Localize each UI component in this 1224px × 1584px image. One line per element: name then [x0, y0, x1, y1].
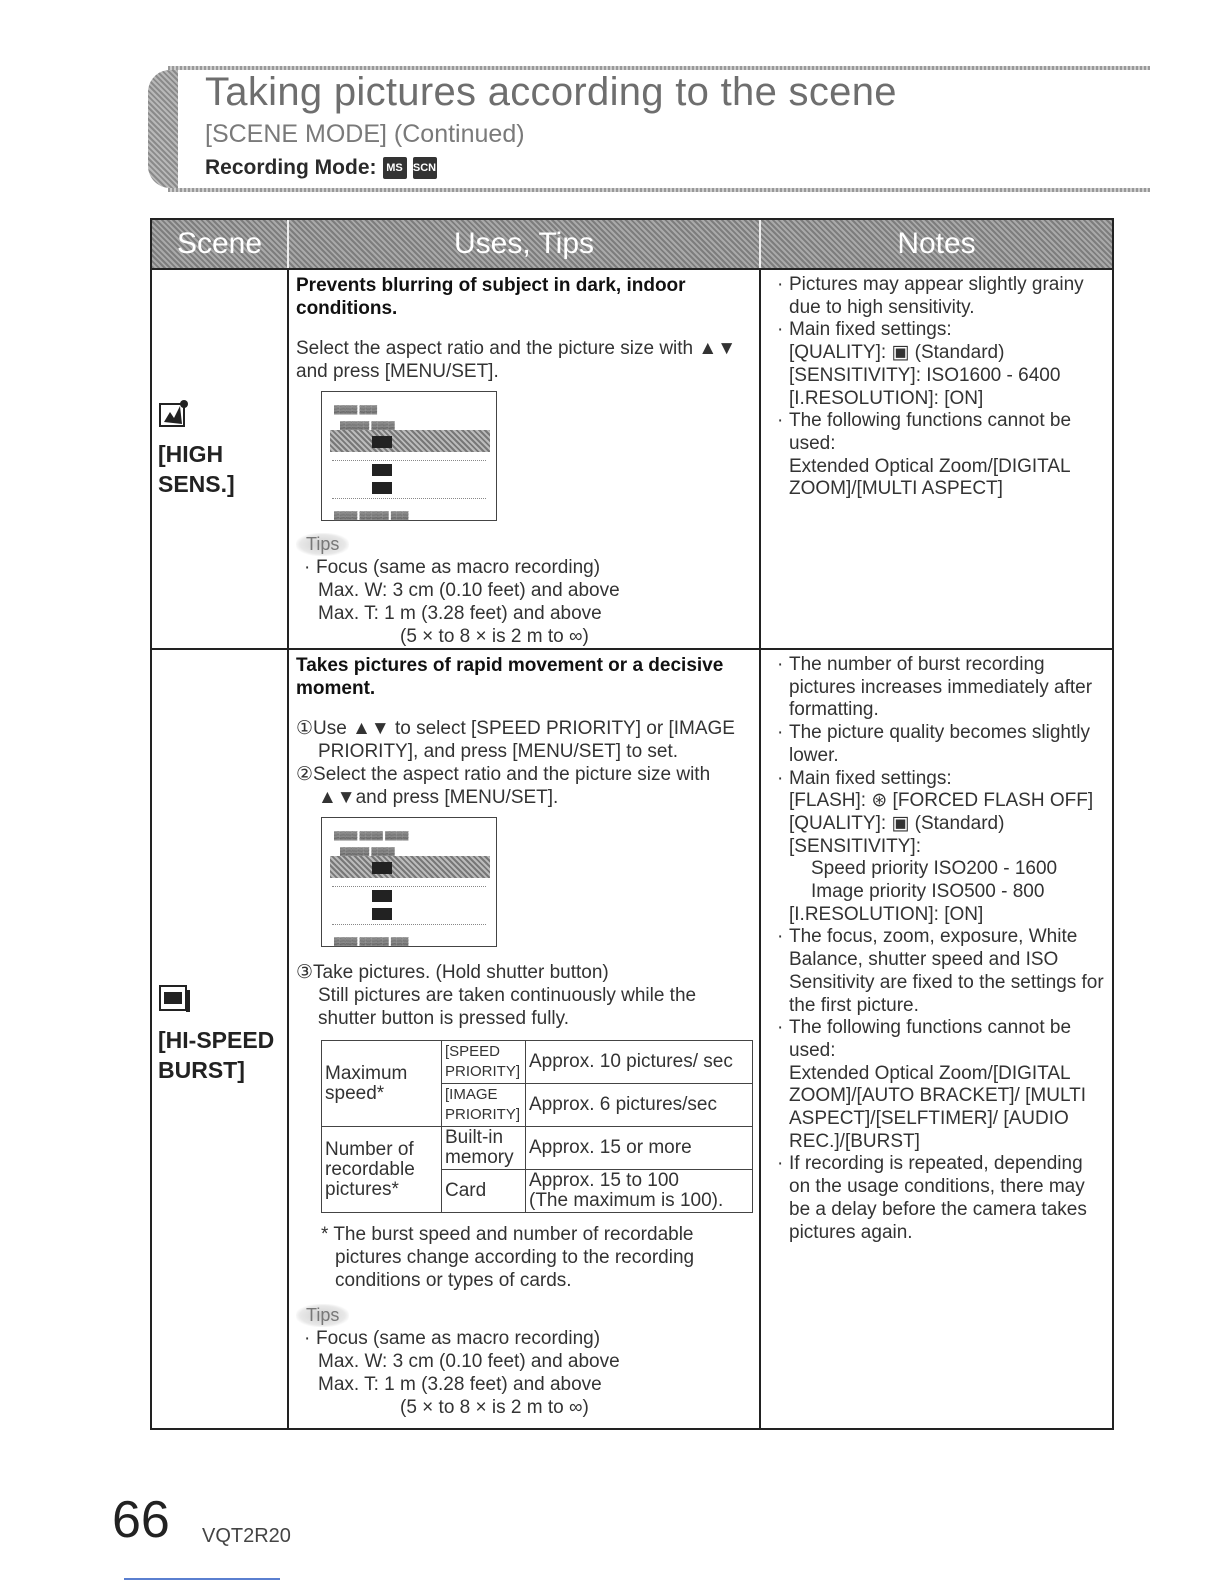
header-rule-bottom	[168, 188, 1150, 192]
menu-divider	[332, 460, 486, 461]
document-code: VQT2R20	[202, 1525, 291, 1547]
menu-title-placeholder: ▓▓▓▓ ▓▓▓▓ ▓▓▓▓	[334, 831, 409, 840]
builtin-memory-value: Approx. 15 or more	[526, 1127, 753, 1170]
burst-spec-table	[321, 1040, 753, 1213]
step-3-detail: Still pictures are taken continuously while the shutter button is pressed fully.	[318, 985, 697, 1029]
note-setting: Speed priority ISO200 - 1600	[811, 858, 1058, 880]
image-priority-label: [IMAGE PRIORITY]	[442, 1084, 526, 1127]
speed-priority-label: [SPEED PRIORITY]	[442, 1041, 526, 1084]
scene-cell	[152, 270, 289, 648]
card-value-line-1: Approx. 15 to 100	[529, 1170, 679, 1191]
step-1: ①Use ▲▼ to select [SPEED PRIORITY] or [IMAGE PRIORITY], and press [MENU/SET] to set.	[296, 718, 735, 762]
header-notes: Notes	[897, 227, 976, 260]
note-setting: [I.RESOLUTION]: [ON]	[789, 387, 984, 409]
header-scene: Scene	[152, 220, 289, 268]
note-bullet: · Main fixed settings:	[777, 319, 952, 341]
note-setting: [SENSITIVITY]:	[789, 835, 921, 857]
menu-footer-placeholder: ▓▓▓▓ ▓▓▓▓▓ ▓▓▓	[334, 937, 409, 946]
menu-size-icon-1	[372, 436, 392, 448]
note-setting: [I.RESOLUTION]: [ON]	[789, 903, 984, 925]
tip-focus: · Focus (same as macro recording)	[304, 1328, 601, 1349]
note-text: The number of burst recording pictures increases immediately after formatting.	[789, 654, 1093, 721]
note-text: The following functions cannot be used:	[789, 1017, 1072, 1061]
note-text: If recording is repeated, depending on the usage conditions, there may be a delay before the camera takes pictures again.	[789, 1153, 1087, 1243]
tip-text: Focus (same as macro recording)	[316, 557, 601, 578]
lead-text: Prevents blurring of subject in dark, indoor conditions.	[296, 275, 686, 319]
note-text: Main fixed settings:	[789, 767, 952, 789]
card-value-line-2: (The maximum is 100).	[529, 1190, 724, 1211]
tip-zoom-range: (5 × to 8 × is 2 m to ∞)	[400, 626, 589, 647]
builtin-memory-label: Built-in memory	[442, 1127, 526, 1170]
page-number: 66	[112, 1491, 170, 1549]
tip-max-w: Max. W: 3 cm (0.10 feet) and above	[318, 1351, 620, 1372]
note-setting: [QUALITY]: ▣ (Standard)	[789, 342, 1005, 364]
menu-footer-placeholder: ▓▓▓▓ ▓▓▓▓▓ ▓▓▓	[334, 511, 409, 520]
scene-name-line-2: SENS.]	[158, 471, 235, 497]
note-bullet: · The picture quality becomes slightly lower.	[777, 722, 1090, 766]
table-row-high-sens	[152, 268, 1112, 648]
note-bullet: · The following functions cannot be used:	[777, 1017, 1072, 1061]
max-speed-label: Maximum speed*	[322, 1041, 442, 1127]
card-value	[526, 1170, 753, 1213]
step-3: ③Take pictures. (Hold shutter button)	[296, 962, 609, 983]
table-row	[322, 1127, 753, 1170]
uses-cell	[289, 270, 761, 648]
table-row	[322, 1041, 753, 1084]
burst-footnote: * The burst speed and number of recordable pictures change according to the recording conditions or types of cards.	[321, 1224, 695, 1291]
recording-mode	[205, 156, 437, 180]
note-setting: [FLASH]: ⊛ [FORCED FLASH OFF]	[789, 790, 1094, 812]
tips-label: Tips	[296, 533, 349, 556]
note-text: The following functions cannot be used:	[789, 410, 1072, 454]
tips-label: Tips	[296, 1304, 349, 1327]
menu-size-icon-3	[372, 908, 392, 920]
tip-focus: · Focus (same as macro recording)	[304, 557, 601, 578]
table-header	[152, 220, 1112, 268]
menu-size-icon-2	[372, 464, 392, 476]
image-priority-value: Approx. 6 pictures/sec	[526, 1084, 753, 1127]
note-bullet: · Pictures may appear slightly grainy due to high sensitivity.	[777, 274, 1084, 318]
menu-highlight	[330, 856, 490, 878]
menu-divider	[332, 924, 486, 925]
note-text: The focus, zoom, exposure, White Balance, shutter speed and ISO Sensitivity are fixed to the settings for the first picture.	[789, 926, 1104, 1016]
note-bullet: · Main fixed settings:	[777, 767, 952, 789]
notes-cell	[761, 650, 1112, 1428]
tip-text: Focus (same as macro recording)	[316, 1328, 601, 1349]
menu-divider	[332, 886, 486, 887]
speed-priority-value: Approx. 10 pictures/ sec	[526, 1041, 753, 1084]
note-text: The picture quality becomes slightly lower.	[789, 722, 1090, 766]
header-uses-tips: Uses, Tips	[289, 220, 761, 268]
footer-underline	[124, 1578, 280, 1580]
note-text: Main fixed settings:	[789, 319, 952, 341]
high-sensitivity-icon	[158, 398, 192, 428]
menu-subtitle-placeholder: ▓▓▓▓▓ ▓▓▓▓	[340, 421, 395, 430]
table-row-hi-speed-burst	[152, 648, 1112, 1428]
instruction-text: Select the aspect ratio and the picture size with ▲▼ and press [MENU/SET].	[296, 338, 736, 382]
ms-mode-icon: MS	[383, 157, 407, 179]
note-text: Pictures may appear slightly grainy due to high sensitivity.	[789, 274, 1084, 318]
scene-name-line-1: [HI-SPEED	[158, 1027, 275, 1053]
note-setting: Extended Optical Zoom/[DIGITAL ZOOM]/[AUTO BRACKET]/ [MULTI ASPECT]/[SELFTIMER]/ [AUDIO REC.]/[BURST]	[789, 1062, 1086, 1152]
scene-table	[150, 218, 1114, 1430]
recording-mode-label: Recording Mode:	[205, 156, 377, 179]
note-setting: [QUALITY]: ▣ (Standard)	[789, 812, 1005, 834]
lead-text: Takes pictures of rapid movement or a decisive moment.	[296, 655, 724, 699]
page-subtitle: [SCENE MODE] (Continued)	[205, 120, 525, 148]
menu-highlight	[330, 430, 490, 452]
picture-size-menu-screenshot	[321, 817, 497, 947]
number-pictures-label: Number of recordable pictures*	[322, 1127, 442, 1213]
note-setting: Extended Optical Zoom/[DIGITAL ZOOM]/[MULTI ASPECT]	[789, 455, 1070, 500]
note-setting: Image priority ISO500 - 800	[811, 881, 1045, 903]
menu-size-icon-3	[372, 482, 392, 494]
note-bullet: · The number of burst recording pictures increases immediately after formatting.	[777, 654, 1093, 721]
note-bullet: · If recording is repeated, depending on the usage conditions, there may be a delay before the camera takes pictures again.	[777, 1153, 1087, 1243]
notes-cell	[761, 270, 1112, 648]
header-accent-bar	[148, 70, 188, 188]
step-2: ②Select the aspect ratio and the picture size with ▲▼and press [MENU/SET].	[296, 764, 711, 808]
tip-max-t: Max. T: 1 m (3.28 feet) and above	[318, 1374, 602, 1395]
menu-size-icon-2	[372, 890, 392, 902]
note-setting: [SENSITIVITY]: ISO1600 - 6400	[789, 364, 1061, 386]
uses-cell	[289, 650, 761, 1428]
note-bullet: · The following functions cannot be used:	[777, 410, 1072, 454]
page-title: Taking pictures according to the scene	[205, 70, 897, 114]
scene-name-line-2: BURST]	[158, 1057, 245, 1083]
tip-max-w: Max. W: 3 cm (0.10 feet) and above	[318, 580, 620, 601]
menu-subtitle-placeholder: ▓▓▓▓▓ ▓▓▓▓	[340, 847, 395, 856]
picture-size-menu-screenshot	[321, 391, 497, 521]
card-label: Card	[442, 1170, 526, 1213]
burst-icon	[158, 984, 192, 1014]
scene-cell	[152, 650, 289, 1428]
tip-zoom-range: (5 × to 8 × is 2 m to ∞)	[400, 1397, 589, 1418]
note-bullet: · The focus, zoom, exposure, White Balance, shutter speed and ISO Sensitivity are fixed to the settings for the first picture.	[777, 926, 1104, 1016]
menu-title-placeholder: ▓▓▓▓ ▓▓▓	[334, 405, 378, 414]
scene-name-line-1: [HIGH	[158, 441, 224, 467]
scn-mode-icon: SCN	[413, 157, 437, 179]
menu-size-icon-1	[372, 862, 392, 874]
menu-divider	[332, 498, 486, 499]
tip-max-t: Max. T: 1 m (3.28 feet) and above	[318, 603, 602, 624]
